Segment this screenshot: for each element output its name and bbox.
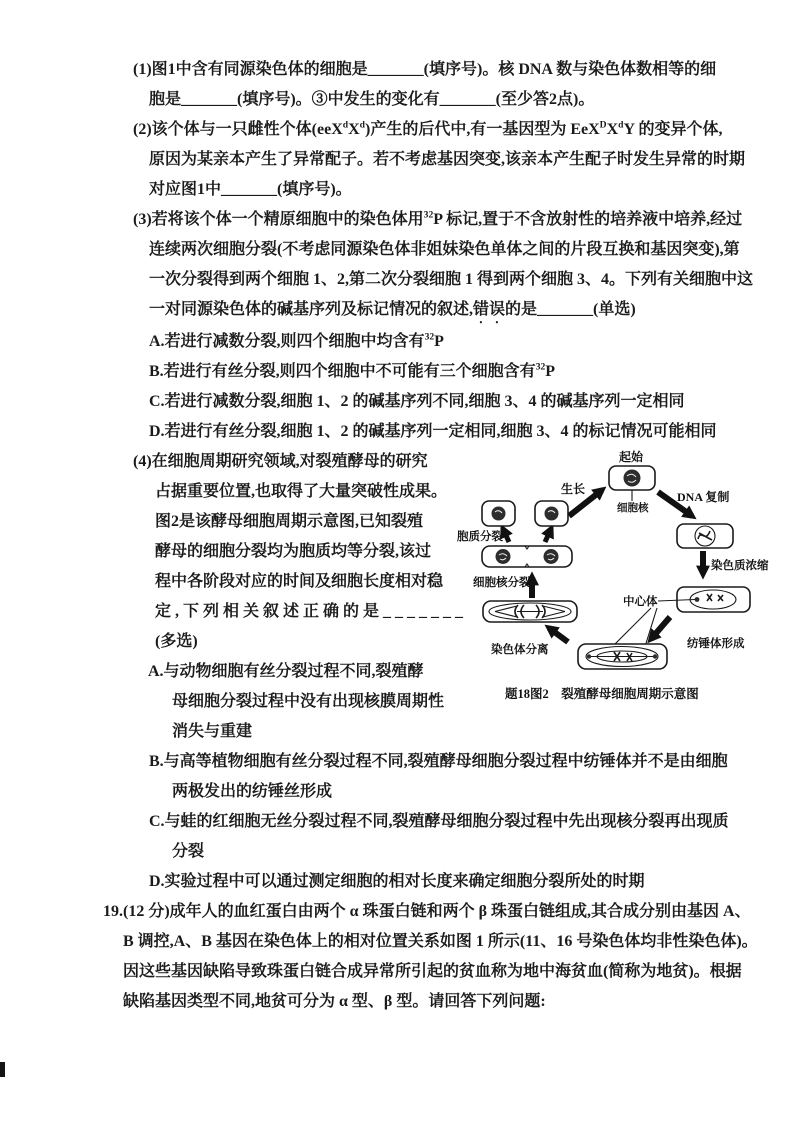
part4-text-column [133,447,468,747]
figure-label-chromosome-separation: 染色体分离 [491,644,549,656]
option-line-d: D.实验过程中可以通过测定细胞的相对长度来确定细胞分裂所处的时期 [149,873,645,890]
text-line: (4)在细胞周期研究领域,对裂殖酵母的研究 [133,453,428,470]
text-line: 消失与重建 [172,723,253,740]
figure-label-centrosome: 中心体 [623,596,658,608]
figure-label-nucleus: 细胞核 [617,503,649,514]
figure-label-cytokinesis: 胞质分裂 [457,531,503,543]
text-line: 缺陷基因类型不同,地贫可分为 α 型、β 型。请回答下列问题: [123,993,546,1010]
text-line: 占据重要位置,也取得了大量突破性成果。 [155,483,448,500]
text-line: (1)图1中含有同源染色体的细胞是_______(填序号)。核 DNA 数与染色体数相等的细 [133,61,717,78]
text-line: 酵母的细胞分裂均为胞质均等分裂,该过 [155,543,432,560]
option-line-d: D.若进行有丝分裂,细胞 1、2 的碱基序列一定相同,细胞 3、4 的标记情况可能相同 [149,423,717,440]
text-line: 连续两次细胞分裂(不考虑同源染色体非姐妹染色单体之间的片段互换和基因突变),第 [149,241,740,258]
option-line-c: C.若进行减数分裂,细胞 1、2 的碱基序列不同,细胞 3、4 的碱基序列一定相同 [149,393,685,410]
question-19-line: 19.(12 分)成年人的血红蛋白由两个 α 珠蛋白链和两个 β 珠蛋白链组成,其合成分别由基因 A、 [103,903,751,920]
option-line-b: B.与高等植物细胞有丝分裂过程不同,裂殖酵母细胞分裂过程中纺锤体并不是由细胞 [149,753,728,770]
figure-label-spindle-formation: 纺锤体形成 [687,638,745,650]
figure-label-chromatin-condense: 染色质浓缩 [711,560,769,572]
cell-cycle-diagram [455,447,783,709]
text-line: 一对同源染色体的碱基序列及标记情况的叙述,错误的是_______(单选) [149,301,636,318]
text-line: 图2是该酵母细胞周期示意图,已知裂殖 [155,513,424,530]
text-line: 胞是_______(填序号)。③中发生的变化有_______(至少答2点)。 [149,91,595,108]
text-line: B 调控,A、B 基因在染色体上的相对位置关系如图 1 所示(11、16 号染色体均非性染色体)。 [123,933,758,950]
text-line: (2)该个体与一只雌性个体$(eeX^dX^d)$产生的后代中,有一基因型为 $EeX^DX^dY$ 的变异个体, [133,119,723,138]
text-line: 对应图1中_______(填序号)。 [149,181,352,198]
figure-caption: 题18图2 裂殖酵母细胞周期示意图 [505,687,699,701]
scan-artifact-mark [0,1062,5,1077]
figure-label-dna-replication: DNA 复制 [677,490,730,504]
option-line-b: B.若进行有丝分裂,则四个细胞中不可能有三个细胞含有$^{32}$P [149,361,556,380]
nucleus-shape [624,470,641,487]
text-line: (3)若将该个体一个精原细胞中的染色体用$^{32}$P 标记,置于不含放射性的培养液中培养,经过 [133,209,743,228]
figure-label-start: 起始 [619,450,644,464]
text-line: 定,下列相关叙述正确的是_______ [155,603,468,620]
option-line-a: A.若进行减数分裂,则四个细胞中均含有$^{32}$P [149,331,444,350]
text-line: 原因为某亲本产生了异常配子。若不考虑基因突变,该亲本产生配子时发生异常的时期 [149,151,746,168]
text-line: (多选) [155,633,198,650]
text-line: 一次分裂得到两个细胞 1、2,第二次分裂细胞 1 得到两个细胞 3、4。下列有关细胞中这 [149,271,754,288]
option-line-a: A.与动物细胞有丝分裂过程不同,裂殖酵 [148,663,424,680]
figure-2-cell-cycle [455,447,783,747]
text-line: 两极发出的纺锤丝形成 [172,783,333,800]
text-line: 因这些基因缺陷导致珠蛋白链合成异常所引起的贫血称为地中海贫血(简称为地贫)。根据 [123,963,742,980]
text-line: 程中各阶段对应的时间及细胞长度相对稳 [155,573,444,590]
text-line: 母细胞分裂过程中没有出现核膜周期性 [172,693,445,710]
option-line-c: C.与蛙的红细胞无丝分裂过程不同,裂殖酵母细胞分裂过程中先出现核分裂再出现质 [149,813,729,830]
part4-two-column-row [133,447,783,747]
figure-label-nuclear-division: 细胞核分裂 [473,577,531,589]
text-line: 分裂 [172,843,205,860]
figure-label-growth: 生长 [561,482,586,496]
